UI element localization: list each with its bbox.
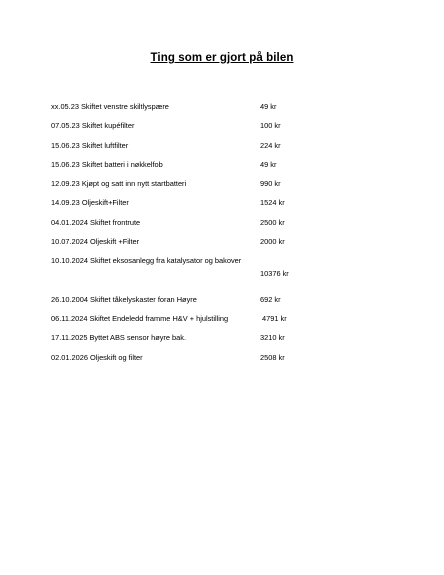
list-item <box>51 141 311 160</box>
list-item <box>51 218 311 237</box>
entry-amount: 4791 kr <box>262 314 287 324</box>
entry-description: 15.06.23 Skiftet luftfilter <box>51 140 129 150</box>
entry-description: 04.01.2024 Skiftet frontrute <box>51 217 141 227</box>
entry-description: 14.09.23 Oljeskift+Filter <box>51 198 129 208</box>
entry-amount: 3210 kr <box>260 333 285 343</box>
entry-amount: 49 kr <box>260 159 277 169</box>
list-item <box>51 353 311 372</box>
list-item <box>51 333 311 352</box>
entry-description: 17.11.2025 Byttet ABS sensor høyre bak. <box>51 333 187 343</box>
document-title: Ting som er gjort på bilen <box>150 52 294 64</box>
entry-amount: 224 kr <box>260 140 281 150</box>
entry-description: 15.06.23 Skiftet batteri i nøkkelfob <box>51 159 163 169</box>
list-item <box>51 102 311 121</box>
entry-description: xx.05.23 Skiftet venstre skiltlyspære <box>51 102 169 111</box>
entry-amount: 2500 kr <box>260 217 285 227</box>
entry-description: 07.05.23 Skiftet kupéfilter <box>51 121 135 131</box>
entry-amount: 10376 kr <box>260 269 289 279</box>
entry-description: 26.10.2004 Skiftet tåkelyskaster foran Høyre <box>51 294 197 304</box>
list-item <box>51 179 311 198</box>
list-item <box>51 198 311 217</box>
list-item <box>51 314 311 333</box>
entry-description: 06.11.2024 Skiftet Endeledd framme H&V + hjulstilling <box>51 314 229 324</box>
entry-description: 02.01.2026 Oljeskift og filter <box>51 352 143 362</box>
entry-amount: 49 kr <box>260 102 277 111</box>
entry-amount: 692 kr <box>260 294 281 304</box>
entry-amount: 2508 kr <box>260 352 285 362</box>
list-item <box>51 237 311 256</box>
entry-amount: 2000 kr <box>260 237 285 247</box>
entry-amount: 1524 kr <box>260 198 285 208</box>
entry-amount: 100 kr <box>260 121 281 131</box>
entry-description: 10.10.2024 Skiftet eksosanlegg fra katalysator og bakover <box>51 256 242 266</box>
list-item <box>51 295 311 314</box>
list-item <box>51 256 311 295</box>
entry-amount: 990 kr <box>260 179 281 189</box>
maintenance-list <box>51 102 311 372</box>
entry-description: 10.07.2024 Oljeskift +Filter <box>51 237 140 247</box>
list-item <box>51 121 311 140</box>
entry-description: 12.09.23 Kjøpt og satt inn nytt startbatteri <box>51 179 187 189</box>
list-item <box>51 160 311 179</box>
